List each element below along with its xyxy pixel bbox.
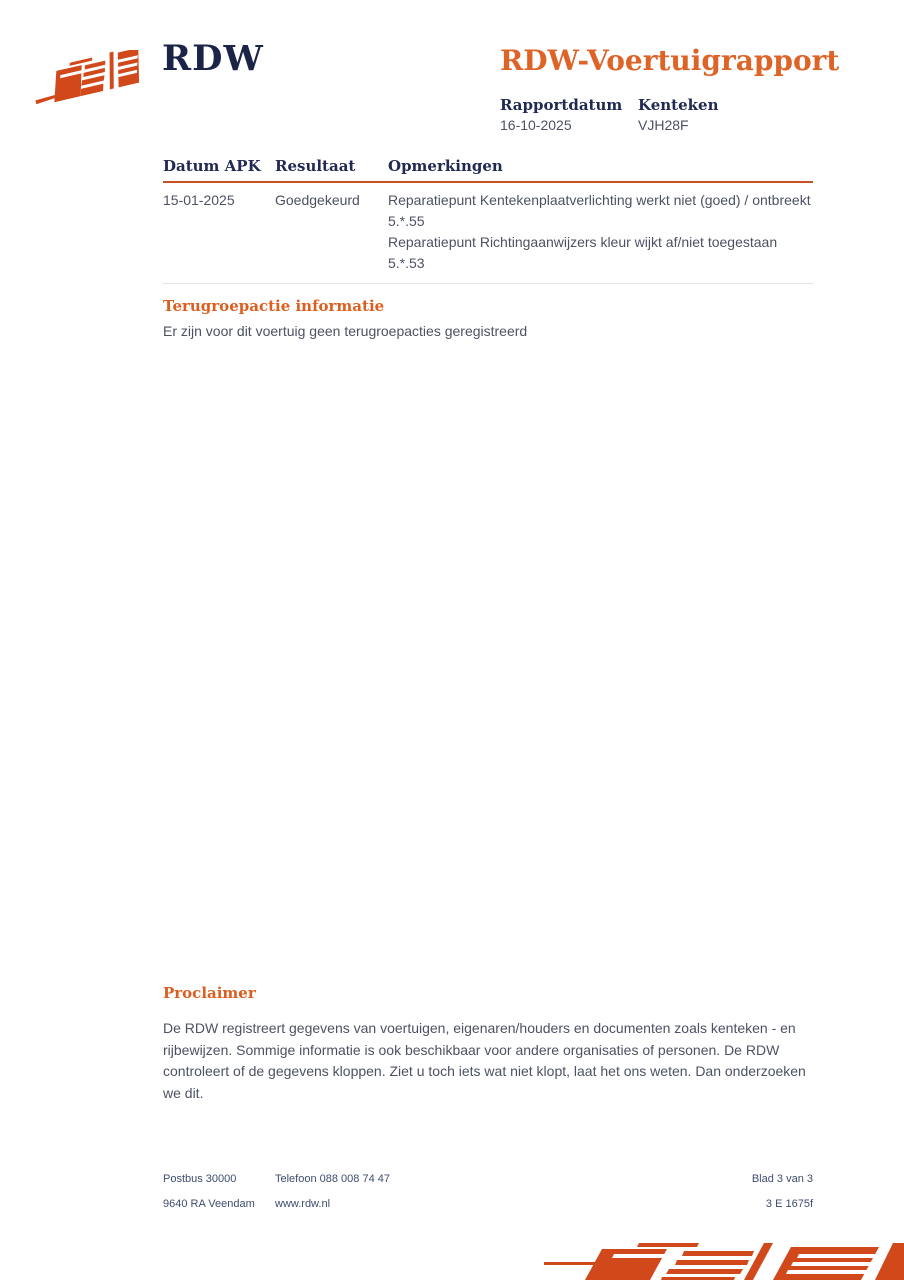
apk-table — [163, 157, 813, 284]
opmerking-item: Reparatiepunt Richtingaanwijzers kleur wijkt af/niet toegestaan 5.*.53 — [388, 234, 778, 271]
table-row — [163, 183, 813, 284]
license-plate-label: Kenteken — [638, 96, 719, 114]
recall-body: Er zijn voor dit voertuig geen terugroepacties geregistreerd — [163, 323, 528, 339]
recall-heading: Terugroepactie informatie — [163, 297, 385, 315]
apk-table-header-row — [163, 157, 813, 183]
license-plate-value: VJH28F — [638, 117, 689, 133]
proclaimer-heading: Proclaimer — [163, 984, 256, 1002]
recall-section — [163, 297, 813, 339]
page-title: RDW-Voertuigrapport — [500, 44, 840, 77]
footer-website: www.rdw.nl — [275, 1197, 331, 1210]
footer-line-2 — [163, 1191, 813, 1216]
cell-opmerkingen — [388, 190, 813, 274]
footer-city: 9640 RA Veendam — [163, 1197, 255, 1210]
rdw-stripes-graphic-icon — [519, 1243, 904, 1280]
page-footer — [163, 1166, 813, 1216]
footer-doc-code: 3 E 1675f — [765, 1197, 813, 1210]
report-date-label: Rapportdatum — [500, 96, 623, 114]
column-header-datum-apk: Datum APK — [163, 157, 261, 175]
proclaimer-body: De RDW registreert gegevens van voertuigen, eigenaren/houders en documenten zoals kenteken - en rijbewijzen. Sommige informatie is ook beschikbaar voor andere organisaties of personen. De RDW controleert of de gegevens kloppen. Ziet u toch iets wat niet klopt, laat het ons weten. Dan onderzoeken we dit. — [163, 1020, 806, 1101]
proclaimer-section — [163, 984, 813, 1104]
cell-resultaat: Goedgekeurd — [275, 192, 360, 208]
footer-phone: Telefoon 088 008 74 47 — [275, 1172, 390, 1185]
footer-postbus: Postbus 30000 — [163, 1172, 237, 1185]
cell-datum-apk: 15-01-2025 — [163, 192, 235, 208]
footer-page-number: Blad 3 van 3 — [751, 1172, 813, 1185]
column-header-opmerkingen: Opmerkingen — [388, 157, 503, 175]
report-date-value: 16-10-2025 — [500, 117, 572, 133]
rdw-logo-text: RDW — [162, 38, 264, 79]
opmerking-item: Reparatiepunt Kentekenplaatverlichting werkt niet (goed) / ontbreekt 5.*.55 — [388, 192, 811, 229]
column-header-resultaat: Resultaat — [275, 157, 356, 175]
rdw-flag-icon — [33, 50, 153, 116]
footer-line-1 — [163, 1166, 813, 1191]
